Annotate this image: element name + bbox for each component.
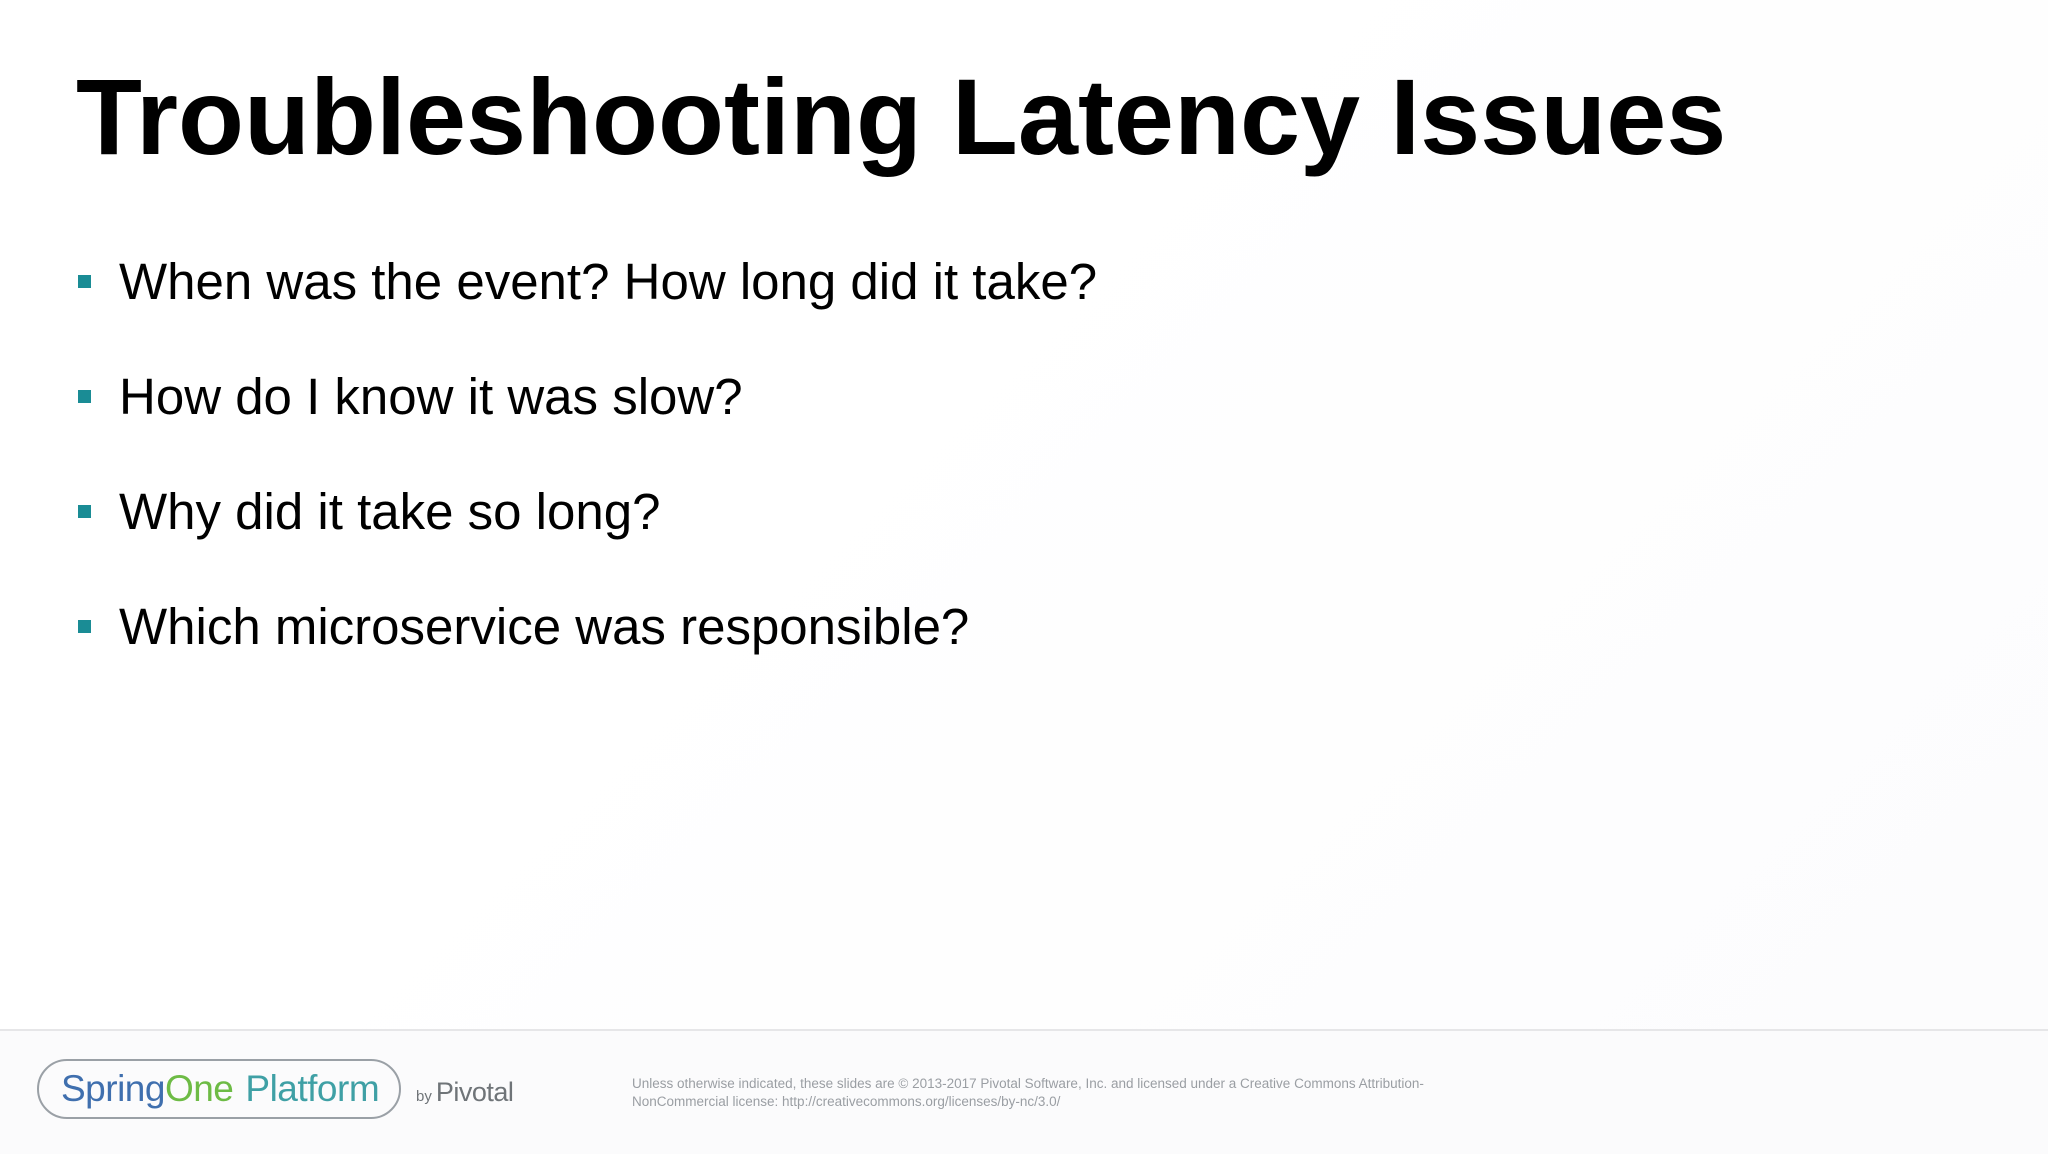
bullet-list [78, 250, 1097, 710]
square-bullet-icon [78, 390, 91, 403]
by-label: by [416, 1088, 432, 1105]
legal-line-2: NonCommercial license: http://creativecommons.org/licenses/by-nc/3.0/ [632, 1094, 1061, 1109]
bullet-text: When was the event? How long did it take? [119, 253, 1098, 310]
list-item [78, 595, 1097, 710]
list-item [78, 480, 1097, 595]
logo-one-text: One [164, 1068, 234, 1109]
square-bullet-icon [78, 620, 91, 633]
slide-title: Troubleshooting Latency Issues [76, 56, 1727, 177]
legal-notice [632, 1075, 1512, 1111]
logo-spring-text: Spring [61, 1068, 165, 1109]
logo-platform-text: Platform [245, 1068, 380, 1109]
pivotal-wordmark: Pivotal [435, 1077, 514, 1107]
square-bullet-icon [78, 275, 91, 288]
slide-footer [0, 1029, 2048, 1154]
bullet-text: Why did it take so long? [119, 483, 661, 540]
pivotal-logo [416, 1077, 513, 1108]
legal-line-1: Unless otherwise indicated, these slides are © 2013-2017 Pivotal Software, Inc. and licensed under a Creative Commons Attribution- [632, 1076, 1424, 1091]
list-item [78, 250, 1097, 365]
list-item [78, 365, 1097, 480]
bullet-text: Which microservice was responsible? [119, 598, 970, 655]
springone-platform-logo [37, 1059, 401, 1119]
square-bullet-icon [78, 505, 91, 518]
bullet-text: How do I know it was slow? [119, 368, 743, 425]
